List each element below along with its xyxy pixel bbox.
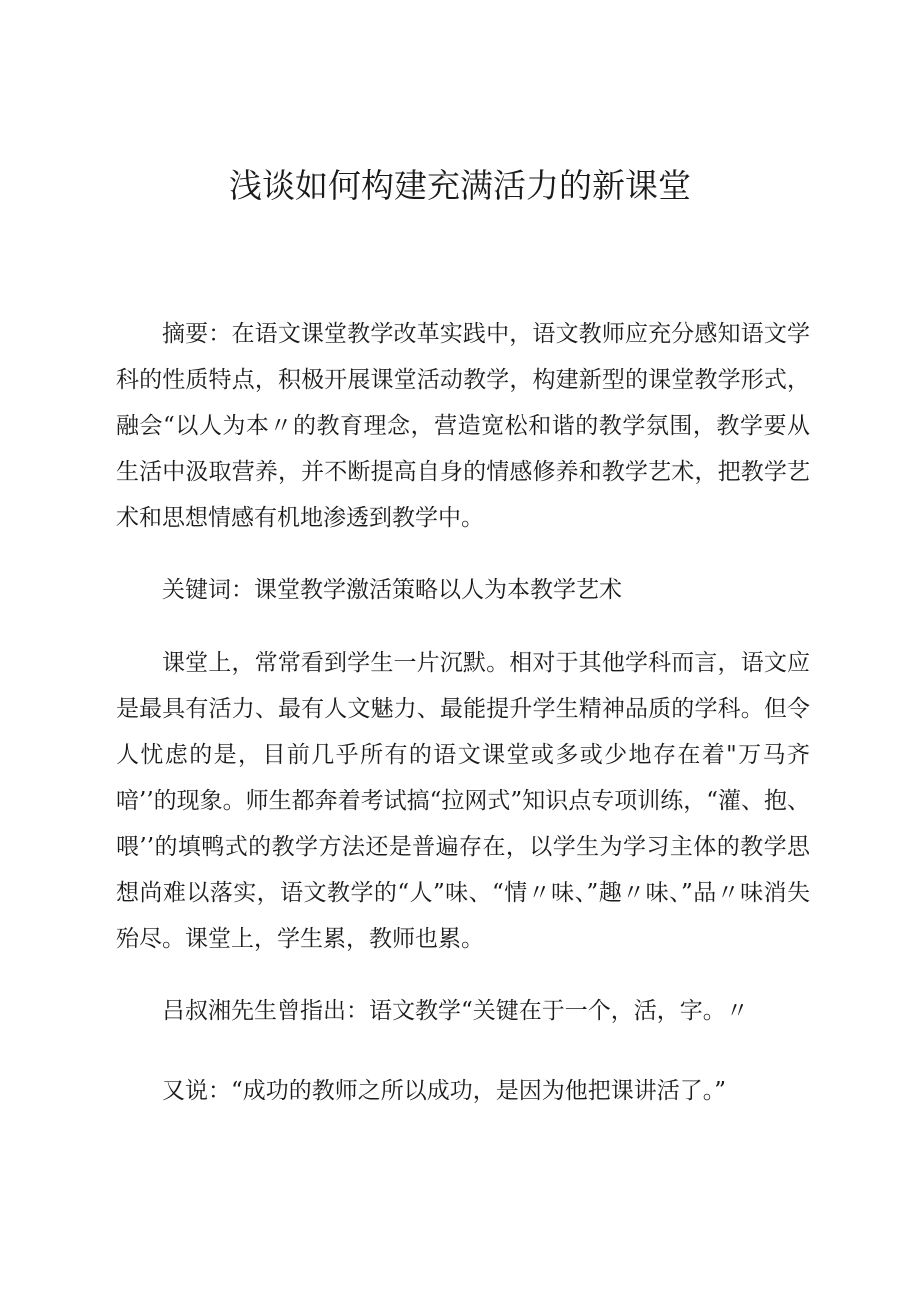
body-paragraph-2: 吕叔湘先生曾指出：语文教学“关键在于一个，活，字。〃 (162, 998, 749, 1024)
keywords-paragraph: 关键词：课堂教学激活策略以人为本教学艺术 (162, 577, 622, 603)
body-paragraph-1: 课堂上，常常看到学生一片沉默。相对于其他学科而言，语文应是最具有活力、最有人文魅力、最能提升学生精神品质的学科。但令人忧虑的是，目前几乎所有的语文课堂或多或少地存在着"万马齐喑’’的现象。师生都奔着考试搞“拉网式”知识点专项训练，“灌、抱、喂’’的填鸭式的教学方法还是普遍存在，以学生为学习主体的教学思想尚难以落实，语文教学的“人”味、“情〃味、”趣〃味、”品〃味消失殆尽。课堂上，学生累，教师也累。 (116, 650, 810, 952)
body-paragraph-3: 又说：“成功的教师之所以成功，是因为他把课讲活了。” (162, 1078, 727, 1104)
abstract-paragraph: 摘要：在语文课堂教学改革实践中，语文教师应充分感知语文学科的性质特点，积极开展课堂活动教学，构建新型的课堂教学形式，融会“以人为本〃的教育理念，营造宽松和谐的教学氛围，教学要从生活中汲取营养，并不断提高自身的情感修养和教学艺术，把教学艺术和思想情感有机地渗透到教学中。 (116, 321, 810, 531)
document-title: 浅谈如何构建充满活力的新课堂 (229, 166, 691, 205)
